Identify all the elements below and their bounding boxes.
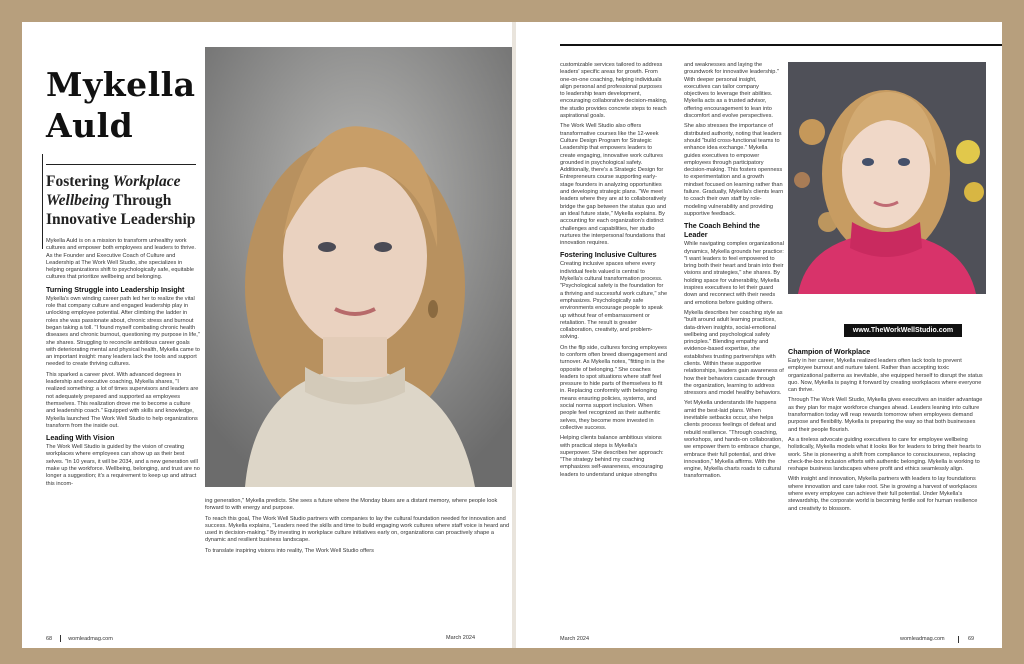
- subtitle-emphasis: Workplace Wellbeing: [46, 173, 181, 209]
- body-paragraph: To reach this goal, The Work Well Studio partners with companies to lay the cultural foundation needed for innovation and success. Mykella explains, "Leaders need the skills and time to build engaging work cultures where staff voice is heard and used in decision-making." By investing in workplace culture initiatives early on, organizations can proactively shape a dynamic and resilient business landscape.: [205, 515, 510, 544]
- footer-site: womleadmag.com: [900, 636, 945, 642]
- body-paragraph: Through The Work Well Studio, Mykella gives executives an insider advantage as they plan for major workforce changes ahead. Leaders leaning into culture transformation today will reap rewards tomorrow when employees demand purpose and flexibility. Mykella is preparing the way so that both businesses and their people flourish.: [788, 397, 983, 433]
- body-paragraph: She also stresses the importance of distributed authority, noting that leaders should "build cross-functional teams to enhance idea exchange." Mykella guides executives to empower employees through participatory decision-making. This fosters openness to experimentation and a growth mindset focused on learning rather than failure. Gradually, Mykella's clients learn to coach their own staff by role-modeling vulnerability and providing supportive feedback.: [684, 123, 784, 217]
- body-paragraph: On the flip side, cultures forcing employees to conform often breed disengagement and turnover. As Mykella notes, "fitting in is the opposite of belonging." She coaches leaders to spot situations where staff feel pressure to hide parts of themselves to fit in. Replacing conformity with belonging means ensuring policies, systems, and social norms support inclusion. When people feel recognized as their authentic selves, they become more invested in collective success.: [560, 344, 667, 431]
- body-paragraph: ing generation," Mykella predicts. She sees a future where the Monday blues are a distant memory, where people look forward to with energy and purpose.: [205, 498, 498, 512]
- footer-date: March 2024: [560, 636, 590, 642]
- body-paragraph: This sparked a career pivot. With advanced degrees in leadership and executive coaching, Mykella shares, "I realized something: a lot of times supervisors and leaders are not adequately prepared and supported as employees themselves. This realization drove me to become a culture and leadership coach." Equipped with skills and knowledge, Mykella launched The Work Well Studio to help organizations transform from the inside out.: [46, 371, 199, 429]
- body-paragraph: The Work Well Studio is guided by the vision of creating workplaces where employees can show up as their best selves. "In 10 years, it will be 2034, and a new generation will make up the workforce. Wellbeing, belonging, and trust are no longer a suggestion; it's a requirement to keep up and attract this incom-: [46, 444, 200, 487]
- section-heading-inclusive: Fostering Inclusive Cultures: [560, 250, 657, 260]
- footer-date: March 2024: [446, 635, 476, 641]
- body-paragraph: Yet Mykella understands life happens amid the best-laid plans. When inevitable setbacks occur, she helps clients process feelings of defeat and rebuild resilience. "Through coaching, workshops, and hands-on collaboration, we empower them to embrace change, embrace their full potential, and drive innovation," Mykella affirms. With the engine, Mykella charts roads to cultural transformation.: [684, 400, 783, 480]
- portrait-photo-mykella: [205, 47, 512, 487]
- footer-divider: [60, 635, 61, 642]
- left-column-2: [205, 498, 511, 558]
- body-paragraph: As a tireless advocate guiding executives to care for employee wellbeing holistically, Mykella models what it looks like for leaders to bring their hearts to work. She is pioneering a shift from compliance to consciousness, replacing check-the-box inclusion efforts with authentic belonging. Mykella is working to reshape business landscapes where profit and ethics seamlessly align.: [788, 436, 981, 473]
- right-footer: [560, 636, 986, 642]
- body-paragraph: The Work Well Studio also offers transformative courses like the 12-week Culture Design Program for Strategic Leadership that empowers leaders to create engaging, innovative work cultures grounded in psychological safety. Additionally, there's a Strategic Design for Entrepreneurs course supporting early-stage founders in analyzing opportunities and developing strategic plans. "We meet leaders where they are at to collaboratively bridge the gap between the status quo and an ideal future state," Mykella explains. By accounting for each organization's distinct challenges and capabilities, her studio nurtures the interpersonal foundations that innovation requires.: [560, 123, 667, 247]
- body-paragraph: With insight and innovation, Mykella partners with leaders to lay foundations where innovation and care take root. She is growing a harvest of workplaces where every employee can achieve their full potential. Under Mykella's stewardship, the corporate world is becoming fertile soil for human resilience and creativity to blossom.: [788, 476, 978, 512]
- subtitle-part-2: Through Innovative Leadership: [46, 192, 196, 228]
- body-paragraph: customizable services tailored to address leaders' specific areas for growth. From one-on-one coaching, helping individuals align personal and professional purposes to leadership team development, encouraging collaborative decision-making, the studio provides concrete steps to reach aspirational goals.: [560, 62, 668, 120]
- subtitle-part-1: Fostering: [46, 173, 113, 190]
- title-divider-line: [42, 154, 43, 249]
- right-column-1: [560, 62, 668, 482]
- body-paragraph: Mykella describes her coaching style as "built around adult learning practices, data-driven insights, social-emotional wellbeing and psychological safety principles." Blending empathy and evidence-based expertise, she establishes trusting partnerships with clients. Within these supportive relationships, leaders gain awareness of how their behaviors cascade through the organization, learning to address stressors and model healthy behaviors.: [684, 309, 784, 397]
- section-heading-struggle: Turning Struggle into Leadership Insight: [46, 284, 185, 294]
- website-link[interactable]: www.TheWorkWellStudio.com: [844, 324, 962, 337]
- page-number: 69: [968, 636, 975, 642]
- section-heading-coach: The Coach Behind the Leader: [684, 221, 760, 240]
- subtitle-top-rule: [46, 164, 196, 165]
- body-paragraph: While navigating complex organizational dynamics, Mykella grounds her practice: "I want leaders to feel empowered to bring both their heart and brain into their visions and strategies," she shares. By holding space for vulnerability, Mykella inspires executives to let their guard down and reconnect with their needs and emotions before guiding others.: [684, 241, 784, 306]
- right-column-2: [684, 62, 784, 484]
- footer-site: womleadmag.com: [68, 635, 113, 642]
- portrait-photo-mykella-pink-sweater: [788, 62, 986, 294]
- portrait-illustration: [205, 47, 512, 487]
- body-paragraph: Early in her career, Mykella realized leaders often lack tools to prevent employee burnout and nurture talent. Rather than accepting toxic organizational patterns as inevitable, she equipped herself to disrupt the status quo. Now, Mykella is paying it forward by creating workplaces where everyone can thrive.: [788, 358, 983, 394]
- body-paragraph: and weaknesses and laying the groundwork for innovative leadership." With deeper personal insight, executives can tailor company objectives to leverage their abilities. Mykella acts as a trusted advisor, offering encouragement to lean into discomfort and evolve perspectives.: [684, 62, 779, 120]
- left-column-1: [46, 238, 200, 491]
- top-rule: [560, 44, 1002, 46]
- body-paragraph: Helping clients balance ambitious visions with practical steps is Mykella's superpower. She describes her approach: "The strategy behind my coaching emphasizes self-awareness, encouraging leaders to understand unique strengths: [560, 435, 664, 478]
- section-heading-vision: Leading With Vision: [46, 433, 115, 443]
- right-column-3: [788, 344, 984, 516]
- article-name-title: Mykella Auld: [46, 65, 196, 145]
- body-paragraph: Mykella's own winding career path led her to realize the vital role that company culture and engaged leadership play in unlocking employee potential. After climbing the ladder in roles she was passionate about, chronic stress and burnout began taking a toll. "I found myself combating chronic health diseases and chronic burnout, questioning my purpose in life," she shares. Struggling to reconcile ambitious career goals with deteriorating mental and physical health, Mykella came to an important insight: many leaders lack the tools and support needed to create thriving cultures.: [46, 295, 200, 368]
- right-page: [516, 22, 1002, 648]
- left-page: [22, 22, 512, 648]
- article-subtitle: [46, 172, 216, 229]
- body-paragraph: To translate inspiring visions into reality, The Work Well Studio offers: [205, 547, 374, 554]
- page-number: 68: [46, 635, 53, 642]
- body-paragraph: Creating inclusive spaces where every individual feels valued is central to Mykella's cultural transformation process. "Psychological safety is the foundation for a thriving and successful work culture," she emphasizes. Psychologically safe environments encourage people to speak up without fear of embarrassment or retaliation. The result is greater collaboration, creativity, and problem-solving.: [560, 261, 668, 341]
- footer-divider: [958, 636, 959, 643]
- portrait-illustration: [788, 62, 986, 294]
- intro-paragraph: Mykella Auld is on a mission to transform unhealthy work cultures and empower both employees and leaders to thrive. As the Founder and Executive Coach of Culture and Leadership at The Work Well Studio, she specializes in helping organizations shift to psychologically safe, equitable cultures that prioritize wellbeing and belonging.: [46, 238, 196, 281]
- left-footer: [46, 635, 486, 642]
- section-heading-champion: Champion of Workplace: [788, 347, 871, 356]
